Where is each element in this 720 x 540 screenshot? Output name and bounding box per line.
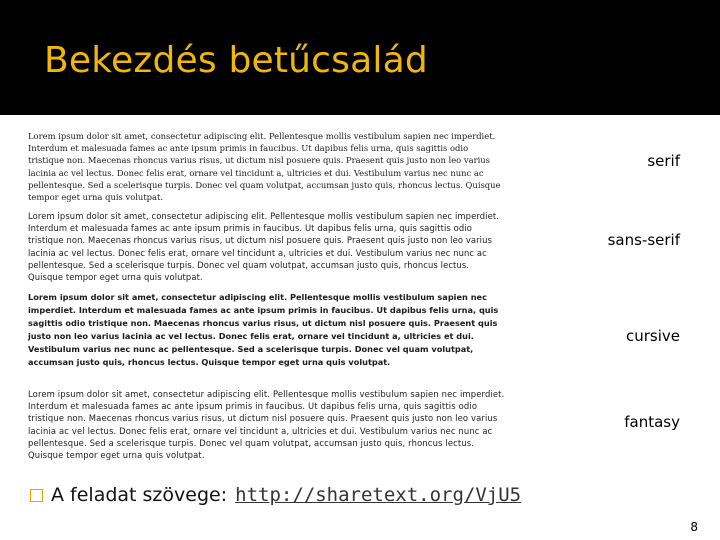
task-bullet <box>30 484 521 506</box>
slide-header <box>0 0 720 115</box>
sample-panel-fantasy <box>28 388 506 469</box>
slide-title: Bekezdés betűcsalád <box>44 40 428 81</box>
sharetext-link[interactable]: http://sharetext.org/VjU5 <box>235 484 522 506</box>
family-label-sans-serif: sans-serif <box>607 231 680 249</box>
sample-panel-sans-serif <box>28 210 506 285</box>
family-label-serif: serif <box>647 152 680 170</box>
checkbox-bullet-icon <box>30 489 43 502</box>
sample-text-fantasy: Lorem ipsum dolor sit amet, consectetur adipiscing elit. Pellentesque mollis vestibulum sapien nec imperdiet. Interdum et malesuada fames ac ante ipsum primis in faucibus. Ut dapibus felis urna, quis sagittis odio tristique non. Maecenas rhoncus varius risus, ut dictum nisl posuere quis. Praesent quis justo non leo varius lacinia ac vel lectus. Donec felis erat, ornare vel tincidunt a, ultricies et dui. Vestibulum varius nec nunc ac pellentesque. Sed a scelerisque turpis. Donec vel quam volutpat, accumsan justo quis, rhoncus lectus. Quisque tempor eget urna quis volutpat. <box>28 389 505 461</box>
sample-text-sans-serif: Lorem ipsum dolor sit amet, consectetur adipiscing elit. Pellentesque mollis vestibulum sapien nec imperdiet. Interdum et malesuada fames ac ante ipsum primis in faucibus. Ut dapibus felis urna, quis sagittis odio tristique non. Maecenas rhoncus varius risus, ut dictum nisl posuere quis. Praesent quis justo non leo varius lacinia ac vel lectus. Donec felis erat, ornare vel tincidunt a, ultricies et dui. Vestibulum varius nec nunc ac pellentesque. Sed a scelerisque turpis. Donec vel quam volutpat, accumsan justo quis, rhoncus lectus. Quisque tempor eget urna quis volutpat. <box>28 211 499 283</box>
page-number: 8 <box>690 520 698 534</box>
sample-text-serif: Lorem ipsum dolor sit amet, consectetur adipiscing elit. Pellentesque mollis vestibulum sapien nec imperdiet. Interdum et malesuada fames ac ante ipsum primis in faucibus. Ut dapibus felis urna, quis sagittis odio tristique non. Maecenas rhoncus varius risus, ut dictum nisl posuere quis. Praesent quis justo non leo varius lacinia ac vel lectus. Donec felis erat, ornare vel tincidunt a, ultricies et dui. Vestibulum varius nec nunc ac pellentesque. Sed a scelerisque turpis. Donec vel quam volutpat, accumsan justo quis, rhoncus lectus. Quisque tempor eget urna quis volutpat. <box>28 131 501 203</box>
family-label-cursive: cursive <box>625 327 680 345</box>
sample-panel-serif <box>28 130 506 203</box>
task-label: A feladat szövege: <box>51 484 228 506</box>
sample-text-cursive: Lorem ipsum dolor sit amet, consectetur adipiscing elit. Pellentesque mollis vestibulum sapien nec imperdiet. Interdum et malesuada fames ac ante ipsum primis in faucibus. Ut dapibus felis urna, quis sagittis odio tristique non. Maecenas rhoncus varius risus, ut dictum nisl posuere quis. Praesent quis justo non leo varius lacinia ac vel lectus. Donec felis erat, ornare vel tincidunt a, ultricies et dui. Vestibulum varius nec nunc ac pellentesque. Sed a scelerisque turpis. Donec vel quam volutpat, accumsan justo quis, rhoncus lectus. Quisque tempor eget urna quis volutpat. <box>28 292 499 367</box>
sample-panel-cursive <box>28 291 506 379</box>
family-label-fantasy: fantasy <box>624 413 680 431</box>
